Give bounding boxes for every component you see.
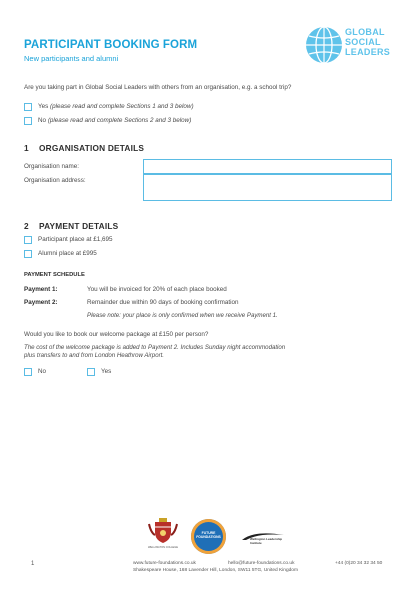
alumni-place-label: Alumni place at £995 bbox=[38, 250, 97, 257]
alumni-place-checkbox[interactable] bbox=[24, 250, 32, 258]
organisation-name-field[interactable] bbox=[143, 159, 392, 174]
wli-text: Wellington Leadership Institute bbox=[250, 537, 283, 545]
welcome-package-note: The cost of the welcome package is added to Payment 2. Includes Sunday night accommodation plus transfers to and from London Heathrow Airport. bbox=[24, 344, 286, 359]
organisation-address-field[interactable] bbox=[143, 174, 392, 201]
ff-line-2: FOUNDATIONS bbox=[196, 535, 221, 540]
payment-1-text: You will be invoiced for 20% of each place booked bbox=[87, 286, 227, 293]
organisation-name-label: Organisation name: bbox=[24, 163, 79, 170]
wellington-college-crest bbox=[146, 517, 180, 551]
participant-place-checkbox[interactable] bbox=[24, 236, 32, 244]
welcome-package-question: Would you like to book our welcome package at £150 per person? bbox=[24, 331, 209, 338]
crest-caption: WELLINGTON COLLEGE bbox=[147, 546, 179, 549]
participant-place-label: Participant place at £1,695 bbox=[38, 236, 113, 243]
welcome-no-checkbox[interactable] bbox=[24, 368, 32, 376]
payment-confirm-note: Please note: your place is only confirmed when we receive Payment 1. bbox=[87, 312, 278, 319]
no-option-label: No (please read and complete Sections 2 and 3 below) bbox=[38, 117, 192, 124]
crest-icon bbox=[146, 517, 180, 545]
future-foundations-logo bbox=[191, 519, 226, 554]
payment-schedule-heading: PAYMENT SCHEDULE bbox=[24, 272, 85, 278]
form-title: PARTICIPANT BOOKING FORM bbox=[24, 39, 198, 51]
logo-line-1: GLOBAL bbox=[345, 27, 385, 37]
footer-email[interactable]: hello@future-foundations.co.uk bbox=[228, 561, 295, 566]
page-number: 1 bbox=[31, 561, 35, 567]
payment-1-label: Payment 1: bbox=[24, 286, 58, 293]
globe-icon bbox=[304, 25, 344, 65]
footer-address: Shakespeare House, 168 Lavender Hill, London, SW11 5TG, United Kingdom bbox=[133, 568, 298, 573]
welcome-no-label: No bbox=[38, 368, 47, 375]
wellington-leadership-institute-logo bbox=[240, 528, 286, 550]
logo-line-2: SOCIAL bbox=[345, 37, 381, 47]
section-1-heading: 1 ORGANISATION DETAILS bbox=[24, 143, 145, 153]
ff-line-1: FUTURE bbox=[201, 531, 216, 535]
footer-phone: +44 (0)20 34 32 34 50 bbox=[335, 561, 383, 566]
yes-option-label: Yes (please read and complete Sections 1 and 3 below) bbox=[38, 103, 194, 110]
intro-question: Are you taking part in Global Social Leaders with others from an organisation, e.g. a school trip? bbox=[24, 84, 292, 91]
no-checkbox[interactable] bbox=[24, 117, 32, 125]
logo-line-3: LEADERS bbox=[345, 47, 391, 57]
global-social-leaders-logo bbox=[304, 25, 400, 67]
payment-2-label: Payment 2: bbox=[24, 299, 58, 306]
welcome-yes-label: Yes bbox=[101, 368, 112, 375]
yes-checkbox[interactable] bbox=[24, 103, 32, 111]
footer-website[interactable]: www.future-foundations.co.uk bbox=[133, 561, 196, 566]
welcome-yes-checkbox[interactable] bbox=[87, 368, 95, 376]
organisation-address-label: Organisation address: bbox=[24, 177, 86, 184]
payment-2-text: Remainder due within 90 days of booking confirmation bbox=[87, 299, 239, 306]
form-subtitle: New participants and alumni bbox=[24, 54, 119, 63]
section-2-heading: 2 PAYMENT DETAILS bbox=[24, 221, 119, 231]
